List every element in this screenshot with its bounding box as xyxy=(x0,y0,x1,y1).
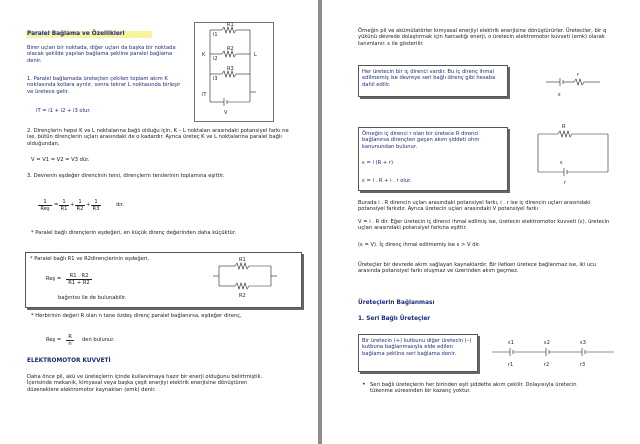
ohm-r-label: r xyxy=(564,180,567,186)
section-title: Paralel Bağlama ve Özellikleri xyxy=(27,31,125,37)
sources-title: Üreteçlerin Bağlanması xyxy=(358,300,435,306)
bullet-dot: • xyxy=(362,381,366,388)
box2-fraction xyxy=(66,273,92,286)
eq3-lhs-den: Reş xyxy=(40,206,50,212)
fig1-i3: i3 xyxy=(213,76,218,82)
right-box-2-eq1: ε = i (R + r) xyxy=(362,160,393,166)
series-e2: ε2 xyxy=(544,340,550,346)
right-box-2-eq2: ε = i . R + i . r olur. xyxy=(362,178,412,184)
ohm-R-label: R xyxy=(562,124,566,130)
equation-1: iT = i1 + i2 + i3 olur. xyxy=(36,108,91,114)
right-paragraph-2c: (ε = V). İç direnç ihmal edilmemiş ise ε > V dir. xyxy=(358,242,481,248)
internal-resistance-diagram xyxy=(544,68,608,102)
box2-lhs: Reş = xyxy=(46,276,62,282)
fig1-it: iT xyxy=(202,92,207,98)
fig1-l: L xyxy=(254,52,257,58)
intro-text: Birer uçları bir noktada, diğer uçları da başka bir noktada olacak şekilde yapılan bağlama şekline paralel bağlama denir. xyxy=(27,45,176,64)
eq3-lhs xyxy=(38,199,52,212)
fig1-k: K xyxy=(202,52,206,58)
eq3-lhs-num: 1 xyxy=(38,199,52,206)
eq3-term2 xyxy=(75,199,85,212)
series-r3: r3 xyxy=(580,362,586,368)
eq3-tail: dır. xyxy=(116,202,125,208)
right-paragraph-1: Örneğin pil ve akümülatörler kimyasal enerjiyi elektrik enerjisine dönüştürürler. Üreteciler, bir q yükünü devrede dolaştırmak için harcadığı enerji, o üretecin elektromotor kuvveti (emk) olarak tanımlanır. ε ile gösterilir. xyxy=(358,28,607,47)
emk-text: Daha önce pil, akü ve üreteçlerin içinde kullanılmaya hazır bir enerji olduğunu belirtmiştik. İçerisinde mekanik, kimyasal veya başka çeşit enerjiyi elektrik enerjisine dönüştüren düzeneklere elektromotor kaynakları (emk) denir. xyxy=(27,374,263,393)
eq4-lhs: Reş = xyxy=(46,337,62,343)
fig1-r1: R1 xyxy=(227,22,234,28)
series-r1: r1 xyxy=(508,362,514,368)
fig1-i2: i2 xyxy=(213,56,218,62)
eq3-plus2: + xyxy=(86,202,91,208)
paragraph-3: 3. Devrenin eşdeğer direncinin tersi, dirençlerin terslerinin toplamına eşittir. xyxy=(27,173,225,179)
paragraph-1: 1. Paralel bağlamada üreteçten çekilen toplam akım K noktasında kollara ayrılır, sonra tekrar L noktasında birleşir ve üretece gelir. xyxy=(27,76,181,95)
box2-den: R1 + R2 xyxy=(68,280,90,286)
ohm-e-label: ε xyxy=(560,160,563,166)
series-e1: ε1 xyxy=(508,340,514,346)
eq4-tail: den bulunur. xyxy=(82,337,115,343)
fig-r-label: r xyxy=(577,72,580,78)
fig2-r2: R2 xyxy=(239,293,246,299)
parallel-circuit-diagram xyxy=(194,22,272,120)
equation-2: V = V1 = V2 = V3 dür. xyxy=(31,157,90,163)
eq4-num: R xyxy=(66,334,74,341)
series-e3: ε3 xyxy=(580,340,586,346)
series-subtitle: 1. Seri Bağlı Üreteçler xyxy=(358,316,431,322)
right-paragraph-2b: V = i . R dir. Eğer üretecin iç direnci ihmal edilmiş ise, üretecin elektromotor kuvveti (ε), üretecin uçları arasındaki potansiyel farkına eşittir. xyxy=(358,219,610,232)
right-paragraph-3: Üreteçler bir devrede akım sağlayan kaynaklardır. Bir iletken üretece bağlanmaz ise, iki ucu arasında potansiyel farkı oluşmaz ve üzerinden akım geçmez. xyxy=(358,262,597,275)
eq3-t2d: R2 xyxy=(76,206,84,212)
right-paragraph-2: Burada i . R direncin uçları arasındaki potansiyel farkı, i . r ise iç direncin uçları arasındaki potansiyel farkıdır. Ayrıca üretecin uçları arasındaki V potansiyel farkı xyxy=(358,200,591,213)
paragraph-2: 2. Dirençlerin hepsi K ve L noktalarına bağlı olduğu için, K – L noktaları arasındaki potansiyel farkı ne ise, bütün dirençlerin uçları arasındaki de o kadardır. Ayrıca üreteç K ve L noktalarına paralel bağlı olduğundan, xyxy=(27,128,289,147)
right-page xyxy=(322,0,640,444)
note-2: * Herbirinin değeri R olan n tane özdeş direnç paralel bağlanırsa, eşdeğer direnç, xyxy=(31,313,242,319)
eq3-t2n: 1 xyxy=(75,199,85,206)
eq3-t1n: 1 xyxy=(59,199,69,206)
eq3-eq-sign: = xyxy=(54,202,59,208)
right-box-2-text: Örneğin iç direnci r olan bir üretece R direnci bağlanırsa dirençten geçen akım şiddeti ohm kanunundan bulunur. xyxy=(362,131,480,150)
box2-title: * Paralel bağlı R1 ve R2dirençlerinin eşdeğeri, xyxy=(30,256,150,262)
series-definition-text: Bir üretecin (+) kutbunu diğer üretecin (–) kutbuna bağlanmasıyla elde edilen bağlama şekline seri bağlama denir. xyxy=(362,338,472,357)
box2-tail: bağıntısı ile de bulunabilir. xyxy=(58,295,127,301)
eq3-term3 xyxy=(91,199,101,212)
right-box-1-text: Her üretecin bir iç direnci vardır. Bu iç direnç ihmal edilmemiş ise devreye seri bağlı direnç gibi hesaba dahil edilir. xyxy=(362,69,496,88)
fig1-v: V xyxy=(224,110,228,116)
fig-e-label: ε xyxy=(558,92,561,98)
eq3-t1d: R1 xyxy=(60,206,68,212)
note-1: * Paralel bağlı dirençlerin eşdeğeri, en küçük direnç değerinden daha küçüktür. xyxy=(31,230,237,236)
fig1-r3: R3 xyxy=(227,66,234,72)
fig1-i1: i1 xyxy=(213,32,218,38)
eq3-t3n: 1 xyxy=(91,199,101,206)
intro-box xyxy=(22,26,192,114)
two-resistor-diagram xyxy=(213,256,279,298)
fig2-r1: R1 xyxy=(239,257,246,263)
eq3-plus1: + xyxy=(70,202,75,208)
ohm-circuit-diagram xyxy=(534,124,614,190)
eq4-den: n xyxy=(68,341,72,347)
series-bullet-1: Seri bağlı üreteçlerin her birinden eşit şiddette akım çekilir. Dolayısıyla üretecin tükenme süresinden bir kazanç yoktur. xyxy=(370,382,577,395)
left-page xyxy=(0,0,318,444)
eq3-t3d: R3 xyxy=(92,206,100,212)
eq3-term1 xyxy=(59,199,69,212)
box2-num: R1 . R2 xyxy=(66,273,92,280)
series-sources-diagram xyxy=(490,336,618,374)
emk-title: ELEKTROMOTOR KUVVETİ xyxy=(27,358,111,364)
fig1-r2: R2 xyxy=(227,46,234,52)
eq4-fraction xyxy=(66,334,74,347)
series-r2: r2 xyxy=(544,362,550,368)
